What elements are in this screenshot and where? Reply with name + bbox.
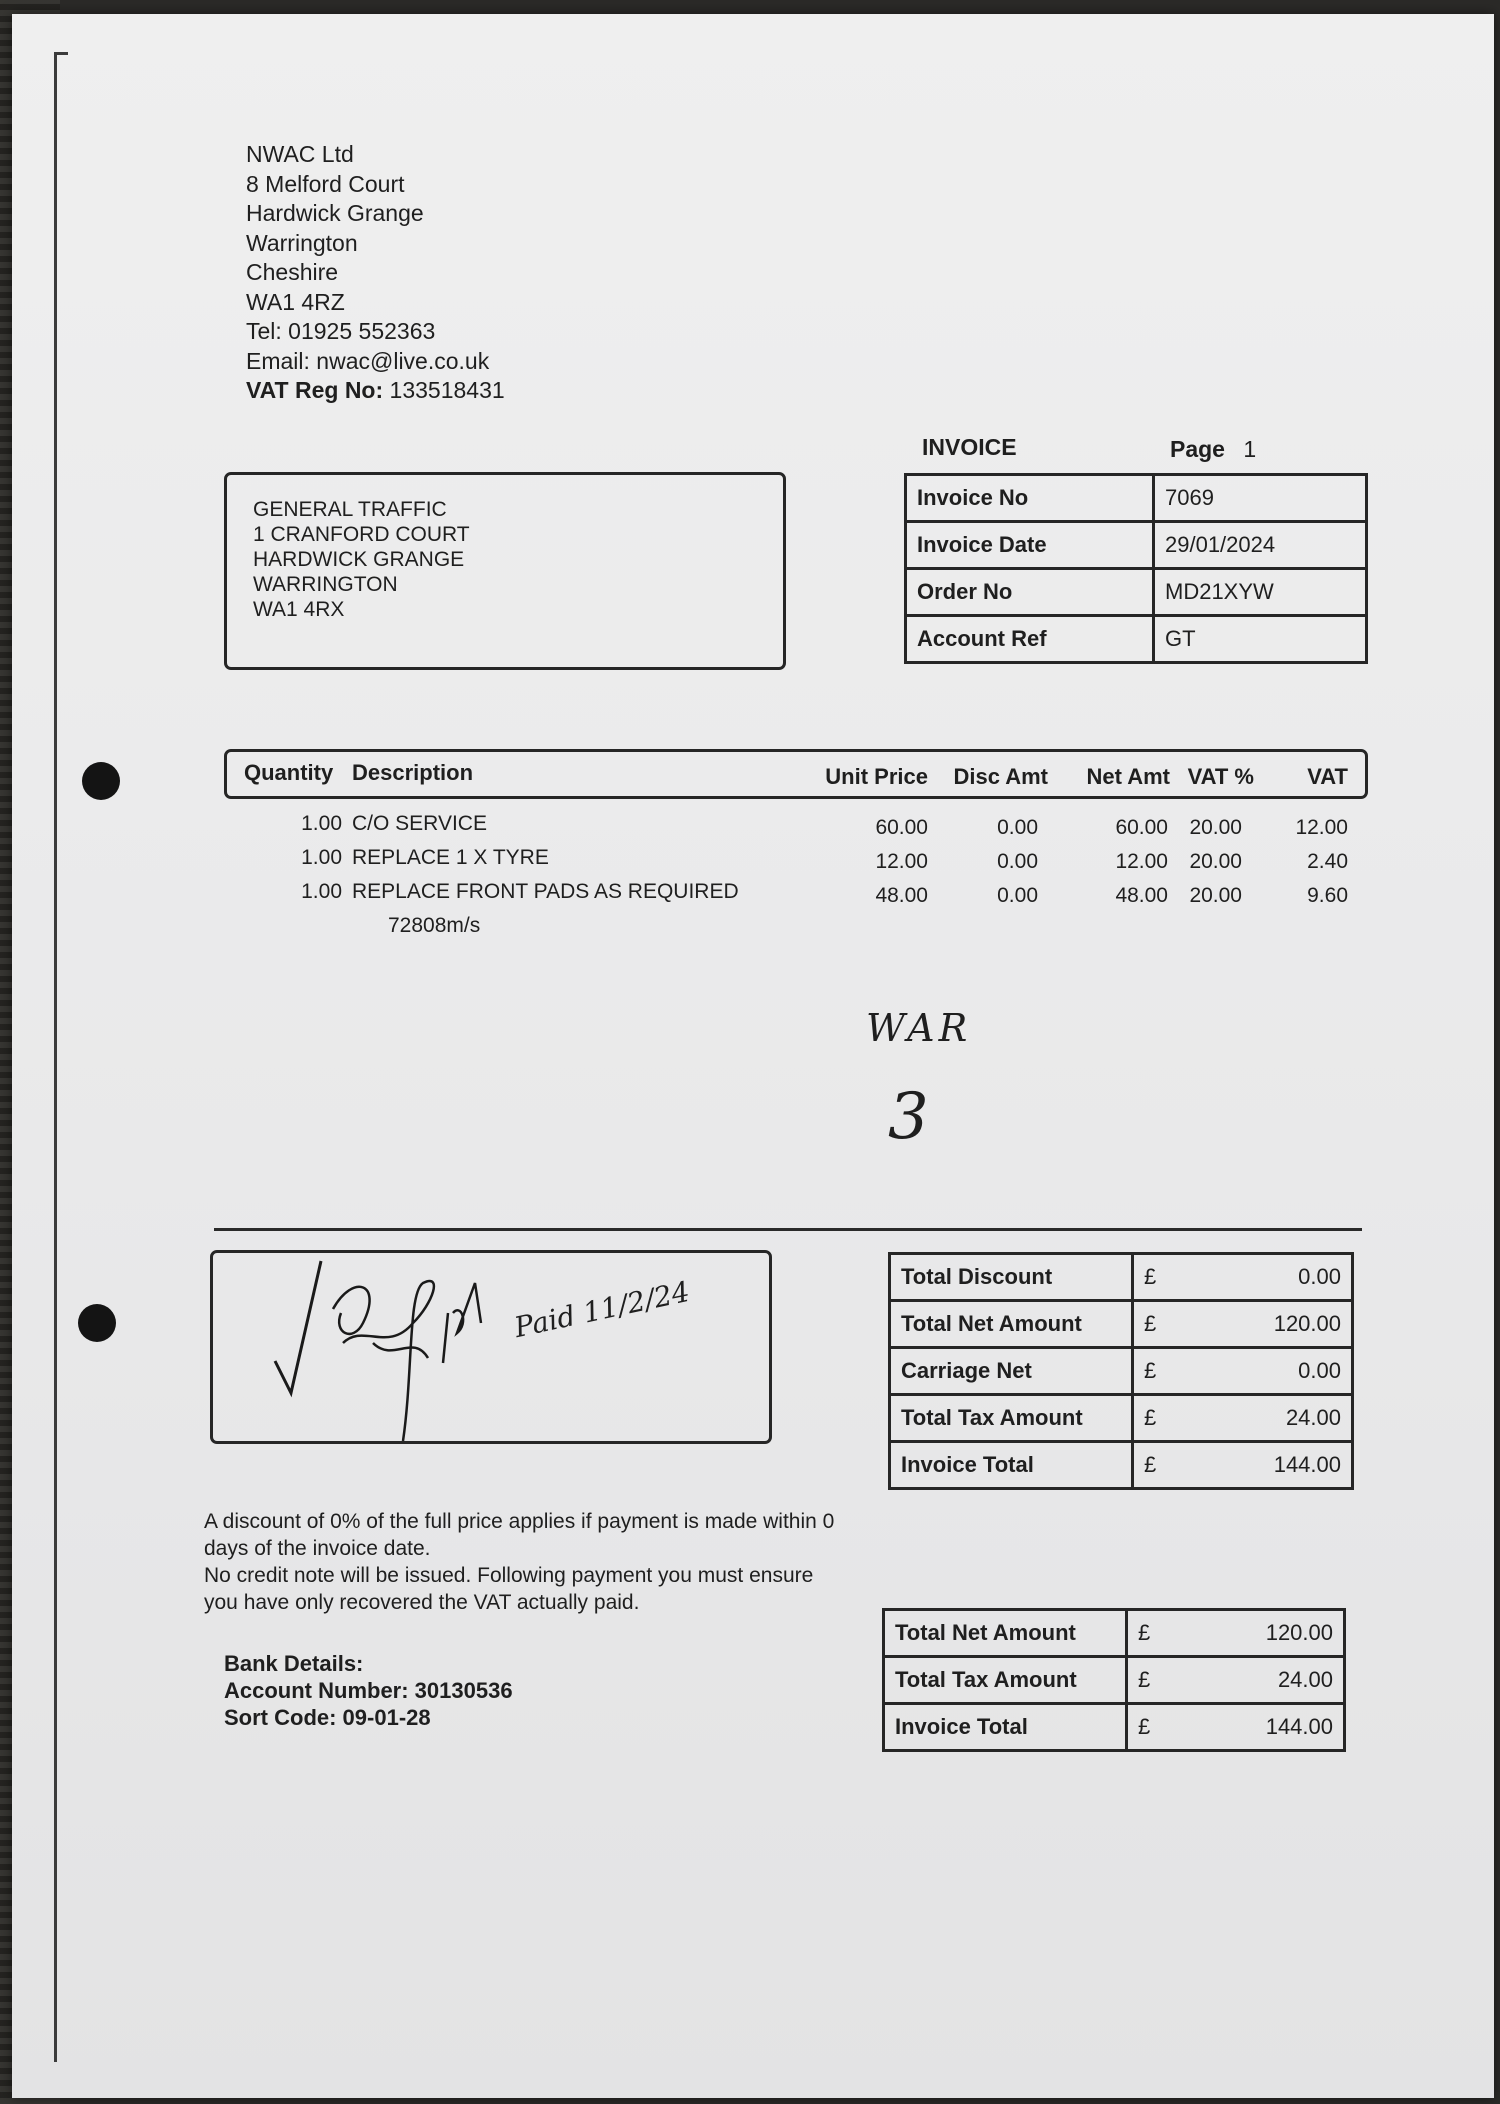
invoice-details-table <box>904 473 1368 664</box>
supplier-address <box>246 140 505 406</box>
carriage-net-label: Carriage Net <box>890 1348 1133 1395</box>
summary-net-value: 120.00 <box>1178 1610 1345 1657</box>
table-row <box>906 522 1367 569</box>
total-discount-value: 0.00 <box>1184 1254 1353 1301</box>
supplier-name: NWAC Ltd <box>246 141 354 167</box>
carriage-net-value: 0.00 <box>1184 1348 1353 1395</box>
customer-address-line: HARDWICK GRANGE <box>253 548 465 571</box>
col-header-disc-amt: Disc Amt <box>953 764 1048 789</box>
account-ref-value: GT <box>1154 616 1367 663</box>
item-net-amt: 48.00 <box>1115 884 1168 907</box>
supplier-address-line: Hardwick Grange <box>246 200 424 226</box>
bank-sort-code: Sort Code: 09-01-28 <box>224 1705 431 1730</box>
account-ref-label: Account Ref <box>906 616 1154 663</box>
invoice-total-label: Invoice Total <box>890 1442 1133 1489</box>
page-number: 1 <box>1243 436 1257 462</box>
total-tax-label: Total Tax Amount <box>890 1395 1133 1442</box>
item-vat: 2.40 <box>1307 850 1348 873</box>
item-vat-pct: 20.00 <box>1189 884 1242 907</box>
supplier-address-line: Warrington <box>246 229 358 256</box>
divider-line <box>214 1228 1362 1231</box>
customer-postcode: WA1 4RX <box>253 598 345 621</box>
item-net-amt: 12.00 <box>1115 850 1168 873</box>
handwritten-number: 3 <box>888 1080 929 1154</box>
invoice-title: INVOICE <box>922 434 1017 460</box>
invoice-no-value: 7069 <box>1154 475 1367 522</box>
signature-annotation: Paid 11/2/24 <box>511 1274 693 1345</box>
invoice-date-value: 29/01/2024 <box>1154 522 1367 569</box>
col-header-description: Description <box>352 760 474 785</box>
punch-hole-top <box>82 762 120 800</box>
paper-edge-mark <box>54 52 57 2062</box>
invoice-no-label: Invoice No <box>906 475 1154 522</box>
currency-symbol: £ <box>1127 1610 1179 1657</box>
table-row <box>906 569 1367 616</box>
summary-total-label: Invoice Total <box>884 1704 1127 1751</box>
terms-line: days of the invoice date. <box>204 1537 431 1560</box>
handwritten-note: WAR <box>866 1006 972 1050</box>
customer-address-box <box>224 472 786 670</box>
currency-symbol: £ <box>1133 1301 1185 1348</box>
table-row <box>884 1704 1345 1751</box>
summary-net-label: Total Net Amount <box>884 1610 1127 1657</box>
currency-symbol: £ <box>1127 1657 1179 1704</box>
customer-name: GENERAL TRAFFIC <box>253 498 447 521</box>
item-description: REPLACE 1 X TYRE <box>352 846 549 869</box>
item-quantity: 1.00 <box>301 880 342 903</box>
payment-terms <box>204 1508 884 1616</box>
currency-symbol: £ <box>1133 1254 1185 1301</box>
item-vat-pct: 20.00 <box>1189 816 1242 839</box>
invoice-total-value: 144.00 <box>1184 1442 1353 1489</box>
total-discount-label: Total Discount <box>890 1254 1133 1301</box>
supplier-phone: Tel: 01925 552363 <box>246 318 436 344</box>
bank-account-number: Account Number: 30130536 <box>224 1678 513 1703</box>
terms-line: you have only recovered the VAT actually paid. <box>204 1591 640 1614</box>
terms-line: A discount of 0% of the full price applies if payment is made within 0 <box>204 1510 835 1533</box>
currency-symbol: £ <box>1133 1442 1185 1489</box>
invoice-paper <box>12 14 1494 2098</box>
item-unit-price: 60.00 <box>875 816 928 839</box>
col-header-vat: VAT <box>1307 764 1348 789</box>
table-row <box>890 1348 1353 1395</box>
table-row <box>890 1254 1353 1301</box>
supplier-email: Email: nwac@live.co.uk <box>246 347 490 374</box>
paper-edge-tick <box>54 52 68 55</box>
item-vat: 12.00 <box>1295 816 1348 839</box>
col-header-vat-pct: VAT % <box>1187 764 1254 789</box>
punch-hole-bottom <box>78 1304 116 1342</box>
vat-reg-label: VAT Reg No: <box>246 377 384 403</box>
order-no-value: MD21XYW <box>1154 569 1367 616</box>
item-disc-amt: 0.00 <box>997 884 1038 907</box>
totals-table <box>888 1252 1354 1490</box>
table-row <box>906 475 1367 522</box>
item-unit-price: 12.00 <box>875 850 928 873</box>
table-row <box>906 616 1367 663</box>
order-no-label: Order No <box>906 569 1154 616</box>
total-net-value: 120.00 <box>1184 1301 1353 1348</box>
col-header-unit-price: Unit Price <box>825 764 928 789</box>
total-tax-value: 24.00 <box>1184 1395 1353 1442</box>
supplier-address-line: 8 Melford Court <box>246 170 405 197</box>
bank-details <box>224 1650 513 1731</box>
item-vat-pct: 20.00 <box>1189 850 1242 873</box>
item-unit-price: 48.00 <box>875 884 928 907</box>
mileage-note: 72808m/s <box>388 914 481 937</box>
summary-tax-value: 24.00 <box>1178 1657 1345 1704</box>
table-row <box>884 1657 1345 1704</box>
table-row <box>884 1610 1345 1657</box>
vat-reg-number: 133518431 <box>389 377 505 403</box>
currency-symbol: £ <box>1133 1395 1185 1442</box>
table-row <box>890 1442 1353 1489</box>
table-row <box>890 1301 1353 1348</box>
summary-tax-label: Total Tax Amount <box>884 1657 1127 1704</box>
currency-symbol: £ <box>1133 1348 1185 1395</box>
col-header-quantity: Quantity <box>244 760 334 785</box>
customer-address-line: 1 CRANFORD COURT <box>253 523 470 546</box>
summary-total-value: 144.00 <box>1178 1704 1345 1751</box>
supplier-postcode: WA1 4RZ <box>246 288 345 315</box>
page-label: Page <box>1170 436 1225 462</box>
signature-box <box>210 1250 772 1444</box>
page-indicator <box>1170 436 1256 463</box>
customer-address-line: WARRINGTON <box>253 573 398 596</box>
item-vat: 9.60 <box>1307 884 1348 907</box>
item-quantity: 1.00 <box>301 812 342 835</box>
terms-line: No credit note will be issued. Following payment you must ensure <box>204 1564 814 1587</box>
item-disc-amt: 0.00 <box>997 816 1038 839</box>
bank-details-title: Bank Details: <box>224 1651 364 1676</box>
supplier-address-line: Cheshire <box>246 259 339 285</box>
item-disc-amt: 0.00 <box>997 850 1038 873</box>
col-header-net-amt: Net Amt <box>1086 764 1170 789</box>
supplier-vat-reg <box>246 376 505 406</box>
currency-symbol: £ <box>1127 1704 1179 1751</box>
item-description: C/O SERVICE <box>352 812 487 835</box>
item-description: REPLACE FRONT PADS AS REQUIRED <box>352 880 739 903</box>
item-net-amt: 60.00 <box>1115 816 1168 839</box>
item-quantity: 1.00 <box>301 846 342 869</box>
total-net-label: Total Net Amount <box>890 1301 1133 1348</box>
invoice-date-label: Invoice Date <box>906 522 1154 569</box>
table-row <box>890 1395 1353 1442</box>
summary-totals-table <box>882 1608 1346 1752</box>
